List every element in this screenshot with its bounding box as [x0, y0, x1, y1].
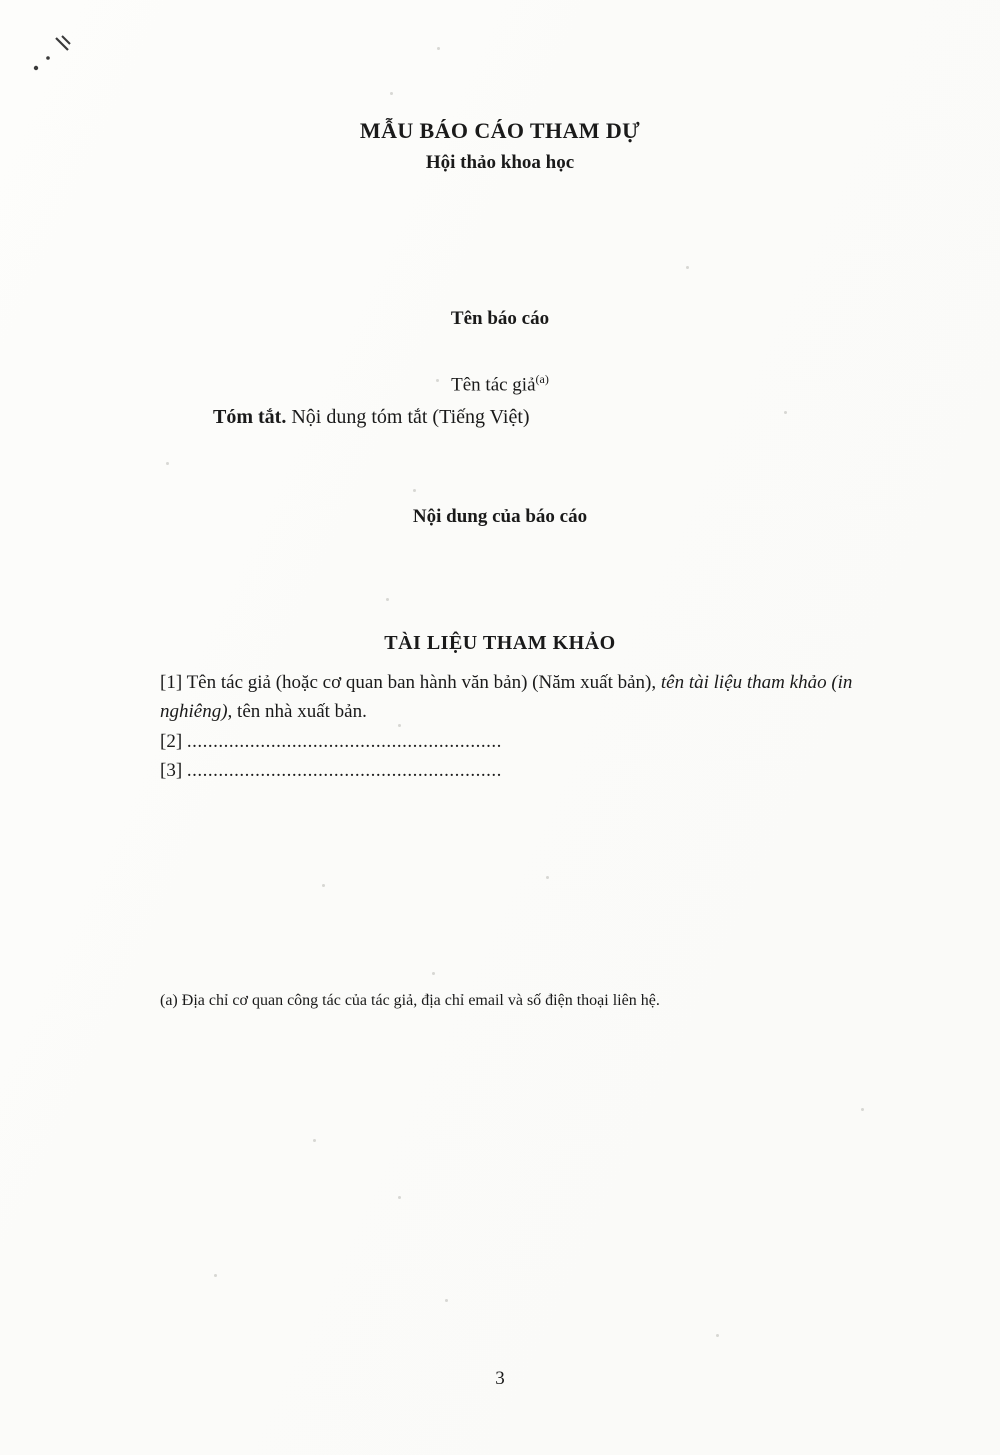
body-heading: Nội dung của báo cáo	[412, 506, 588, 527]
author-footnote-marker: (a)	[535, 372, 549, 386]
author-label: Tên tác giả	[451, 374, 536, 396]
reference-text: Tên tác giả (hoặc cơ quan ban hành văn bản) (Năm xuất bản),	[186, 672, 661, 693]
report-name-placeholder: Tên báo cáo	[450, 308, 550, 329]
page-title: MẪU BÁO CÁO THAM DỰ	[359, 118, 641, 143]
reference-dots: ............................................................	[186, 760, 502, 782]
reference-dots: ............................................................	[186, 730, 502, 752]
references-list	[160, 668, 890, 786]
reference-italic-text: tên tài liệu tham khảo (in nghiêng)	[160, 672, 853, 723]
abstract-label: Tóm tắt.	[213, 406, 287, 428]
references-heading: TÀI LIỆU THAM KHẢO	[384, 632, 616, 654]
reference-marker: [3]	[160, 760, 183, 782]
page-subtitle: Hội thảo khoa học	[425, 152, 575, 173]
page-number: 3	[495, 1368, 505, 1389]
footnote: (a) Địa chỉ cơ quan công tác của tác giả, địa chỉ email và số điện thoại liên hệ.	[160, 992, 660, 1009]
reference-item-1	[160, 668, 890, 727]
reference-marker: [1]	[160, 672, 183, 693]
reference-item-2	[160, 727, 890, 756]
reference-marker: [2]	[160, 730, 183, 752]
abstract-line	[213, 406, 530, 429]
reference-text-tail: , tên nhà xuất bản.	[227, 701, 367, 723]
reference-item-3	[160, 756, 890, 785]
author-line	[0, 372, 1000, 396]
abstract-text: Nội dung tóm tắt (Tiếng Việt)	[286, 406, 530, 428]
